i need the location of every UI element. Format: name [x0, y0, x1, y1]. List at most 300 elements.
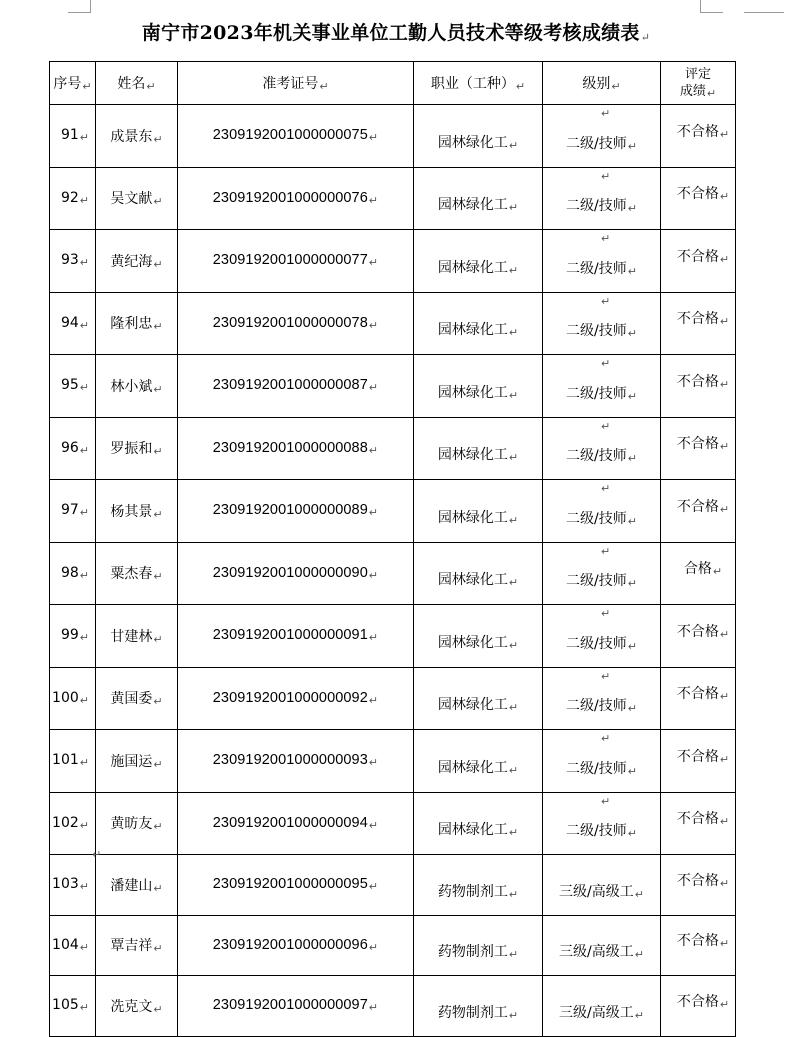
paragraph-mark: ↵ — [146, 80, 156, 93]
paragraph-mark: ↵ — [508, 701, 519, 715]
paragraph-mark: ↵ — [508, 826, 519, 840]
paragraph-mark: ↵ — [508, 887, 519, 901]
cell-name — [96, 605, 178, 668]
row-exam-id: 2309192001000000091 — [212, 627, 368, 644]
paragraph-mark: ↵ — [368, 881, 379, 894]
paragraph-mark: ↵ — [368, 819, 379, 832]
paragraph-mark: ↵ — [640, 31, 651, 44]
paragraph-mark: ↵ — [627, 702, 637, 716]
cell-job — [414, 292, 543, 355]
cell-exam-id — [178, 292, 414, 355]
row-result: 不合格 — [676, 311, 719, 328]
cell-no — [50, 292, 96, 355]
margin-corner-left — [68, 0, 91, 13]
header-exam-id-label: 准考证号 — [262, 76, 319, 92]
paragraph-mark: ↵ — [508, 326, 519, 340]
row-level: 二级/技师 — [566, 323, 627, 340]
row-no: 97 — [60, 502, 79, 519]
cell-job — [414, 417, 543, 480]
table-row — [50, 292, 736, 355]
cell-no — [50, 355, 96, 418]
cell-exam-id — [178, 855, 414, 916]
row-job: 药物制剂工 — [437, 883, 508, 900]
cell-result — [661, 292, 736, 355]
paragraph-mark: ↵ — [601, 357, 611, 370]
paragraph-mark: ↵ — [79, 443, 89, 457]
row-name: 黄国委 — [110, 691, 153, 708]
paragraph-mark: ↵ — [719, 752, 730, 766]
row-level: 二级/技师 — [566, 135, 627, 152]
row-no: 100 — [52, 689, 79, 706]
row-level: 二级/技师 — [566, 635, 627, 652]
paragraph-mark: ↵ — [627, 389, 637, 403]
row-result: 不合格 — [676, 623, 719, 640]
row-job: 园林绿化工 — [437, 759, 508, 776]
row-job: 园林绿化工 — [437, 384, 508, 401]
paragraph-mark: ↵ — [368, 941, 379, 954]
paragraph-mark: ↵ — [719, 876, 730, 890]
cell-name — [96, 355, 178, 418]
paragraph-mark: ↵ — [601, 794, 611, 808]
cell-level — [543, 417, 661, 480]
row-no: 102 — [52, 814, 79, 831]
cell-no — [50, 542, 96, 605]
paragraph-mark: ↵ — [627, 264, 637, 278]
cell-exam-id — [178, 667, 414, 730]
paragraph-mark: ↵ — [601, 232, 611, 245]
cell-level — [543, 976, 661, 1037]
title-text: 南宁市2023年机关事业单位工勤人员技术等级考核成绩表 — [141, 22, 640, 44]
table-row — [50, 792, 736, 855]
cell-job — [414, 605, 543, 668]
row-job: 园林绿化工 — [437, 634, 508, 651]
cell-no — [50, 605, 96, 668]
paragraph-mark: ↵ — [368, 1002, 379, 1015]
cell-level — [543, 667, 661, 730]
row-job: 药物制剂工 — [437, 944, 508, 961]
paragraph-mark: ↵ — [508, 763, 519, 777]
table-row — [50, 915, 736, 976]
paragraph-mark: ↵ — [368, 569, 379, 582]
row-result: 不合格 — [676, 933, 719, 950]
header-no-label: 序号 — [53, 76, 82, 92]
row-level: 三级/高级工 — [559, 1004, 634, 1021]
table-row — [50, 105, 736, 168]
cell-level — [543, 292, 661, 355]
paragraph-mark: ↵ — [79, 756, 89, 770]
cell-no — [50, 667, 96, 730]
cell-result — [661, 730, 736, 793]
cell-exam-id — [178, 792, 414, 855]
paragraph-mark: ↵ — [515, 80, 526, 93]
row-result: 不合格 — [676, 993, 719, 1010]
row-job: 园林绿化工 — [437, 509, 508, 526]
cell-level — [543, 230, 661, 293]
scores-table — [49, 61, 736, 1037]
cell-result — [661, 542, 736, 605]
paragraph-mark: ↵ — [82, 80, 92, 93]
paragraph-mark: ↵ — [79, 506, 89, 520]
row-result: 不合格 — [676, 748, 719, 765]
paragraph-mark: ↵ — [508, 388, 519, 402]
table-row — [50, 230, 736, 293]
paragraph-mark: ↵ — [153, 570, 163, 584]
row-no: 103 — [52, 876, 79, 893]
paragraph-mark: ↵ — [368, 507, 379, 520]
cell-no — [50, 417, 96, 480]
row-name: 甘建林 — [110, 628, 153, 645]
cell-job — [414, 355, 543, 418]
paragraph-mark: ↵ — [79, 318, 89, 332]
cell-job — [414, 480, 543, 543]
table-body — [50, 105, 736, 1037]
row-exam-id: 2309192001000000094 — [212, 814, 368, 831]
row-name: 隆利忠 — [110, 316, 153, 333]
row-job: 园林绿化工 — [437, 322, 508, 339]
row-result: 不合格 — [676, 373, 719, 390]
paragraph-mark: ↵ — [601, 544, 611, 558]
cell-job — [414, 167, 543, 230]
row-result: 不合格 — [676, 436, 719, 453]
header-level-label: 级别 — [582, 76, 611, 92]
header-exam-id — [178, 62, 414, 105]
cell-job — [414, 855, 543, 916]
paragraph-mark: ↵ — [79, 568, 89, 582]
paragraph-mark: ↵ — [719, 377, 730, 391]
header-result-line2-text: 成绩 — [679, 84, 706, 99]
row-level: 二级/技师 — [566, 823, 627, 840]
row-exam-id: 2309192001000000087 — [212, 377, 368, 394]
row-exam-id: 2309192001000000092 — [212, 689, 368, 706]
paragraph-mark: ↵ — [79, 381, 89, 395]
row-exam-id: 2309192001000000075 — [212, 127, 368, 144]
paragraph-mark: ↵ — [79, 818, 89, 832]
row-job: 园林绿化工 — [437, 259, 508, 276]
paragraph-mark: ↵ — [153, 1002, 163, 1016]
paragraph-mark: ↵ — [368, 257, 379, 270]
paragraph-mark: ↵ — [719, 190, 730, 204]
paragraph-mark: ↵ — [634, 887, 644, 901]
cell-name — [96, 976, 178, 1037]
row-exam-id: 2309192001000000093 — [212, 752, 368, 769]
end-paragraph-mark: ↵ — [92, 848, 102, 861]
cell-result — [661, 855, 736, 916]
paragraph-mark: ↵ — [79, 1001, 89, 1015]
header-level — [543, 62, 661, 105]
paragraph-mark: ↵ — [508, 263, 519, 277]
cell-level — [543, 855, 661, 916]
cell-result — [661, 417, 736, 480]
paragraph-mark: ↵ — [368, 694, 379, 707]
row-level: 二级/技师 — [566, 573, 627, 590]
row-name: 黄纪海 — [110, 253, 153, 270]
row-level: 二级/技师 — [566, 198, 627, 215]
row-no: 98 — [60, 564, 79, 581]
row-result: 不合格 — [676, 686, 719, 703]
document-title — [0, 18, 792, 45]
cell-result — [661, 230, 736, 293]
paragraph-mark: ↵ — [627, 577, 637, 591]
paragraph-mark: ↵ — [153, 507, 163, 521]
cell-name — [96, 915, 178, 976]
paragraph-mark: ↵ — [153, 881, 163, 895]
cell-exam-id — [178, 605, 414, 668]
cell-name — [96, 792, 178, 855]
paragraph-mark: ↵ — [601, 419, 611, 433]
cell-no — [50, 230, 96, 293]
cell-job — [414, 730, 543, 793]
row-name: 林小斌 — [110, 378, 153, 395]
cell-no — [50, 105, 96, 168]
cell-result — [661, 167, 736, 230]
cell-name — [96, 292, 178, 355]
paragraph-mark: ↵ — [719, 627, 730, 641]
row-name: 潘建山 — [110, 877, 153, 894]
row-no: 105 — [52, 997, 79, 1014]
cell-exam-id — [178, 355, 414, 418]
paragraph-mark: ↵ — [601, 294, 611, 308]
cell-name — [96, 480, 178, 543]
row-job: 园林绿化工 — [437, 572, 508, 589]
cell-name — [96, 730, 178, 793]
paragraph-mark: ↵ — [627, 139, 637, 153]
row-name: 吴文献 — [110, 191, 153, 208]
paragraph-mark: ↵ — [319, 80, 329, 93]
cell-level — [543, 605, 661, 668]
row-job: 园林绿化工 — [437, 822, 508, 839]
paragraph-mark: ↵ — [508, 138, 519, 152]
row-level: 二级/技师 — [566, 260, 627, 277]
paragraph-mark: ↵ — [79, 631, 89, 645]
row-name: 冼克文 — [110, 998, 153, 1015]
paragraph-mark: ↵ — [627, 452, 637, 466]
row-no: 93 — [60, 252, 79, 269]
paragraph-mark: ↵ — [719, 127, 730, 141]
row-exam-id: 2309192001000000077 — [212, 252, 368, 269]
table-header-row — [50, 62, 736, 105]
row-exam-id: 2309192001000000076 — [212, 189, 368, 206]
paragraph-mark: ↵ — [153, 820, 163, 834]
row-no: 96 — [60, 439, 79, 456]
margin-corner-right — [700, 0, 723, 13]
table-row — [50, 667, 736, 730]
paragraph-mark: ↵ — [153, 320, 163, 334]
cell-level — [543, 730, 661, 793]
paragraph-mark: ↵ — [508, 948, 519, 962]
paragraph-mark: ↵ — [368, 319, 379, 332]
cell-exam-id — [178, 105, 414, 168]
cell-result — [661, 480, 736, 543]
paragraph-mark: ↵ — [611, 80, 621, 93]
paragraph-mark: ↵ — [601, 669, 611, 683]
row-no: 95 — [60, 377, 79, 394]
cell-exam-id — [178, 417, 414, 480]
row-job: 园林绿化工 — [437, 697, 508, 714]
row-level: 二级/技师 — [566, 385, 627, 402]
row-name: 黄昉友 — [110, 816, 153, 833]
header-name — [96, 62, 178, 105]
cell-no — [50, 976, 96, 1037]
cell-level — [543, 480, 661, 543]
paragraph-mark: ↵ — [508, 513, 519, 527]
row-name: 施国运 — [110, 753, 153, 770]
header-name-label: 姓名 — [117, 76, 146, 92]
cell-name — [96, 855, 178, 916]
paragraph-mark: ↵ — [79, 940, 89, 954]
row-job: 园林绿化工 — [437, 197, 508, 214]
cell-name — [96, 667, 178, 730]
row-result: 不合格 — [676, 872, 719, 889]
cell-exam-id — [178, 976, 414, 1037]
paragraph-mark: ↵ — [368, 194, 379, 207]
row-level: 三级/高级工 — [559, 944, 634, 961]
paragraph-mark: ↵ — [79, 256, 89, 270]
paragraph-mark: ↵ — [719, 440, 730, 454]
paragraph-mark: ↵ — [719, 252, 730, 266]
row-name: 成景东 — [110, 128, 153, 145]
paragraph-mark: ↵ — [508, 451, 519, 465]
header-result-line2 — [661, 83, 735, 102]
paragraph-mark: ↵ — [719, 690, 730, 704]
paragraph-mark: ↵ — [153, 445, 163, 459]
paragraph-mark: ↵ — [627, 514, 637, 528]
paragraph-mark: ↵ — [627, 827, 637, 841]
paragraph-mark: ↵ — [153, 695, 163, 709]
cell-name — [96, 105, 178, 168]
cell-exam-id — [178, 730, 414, 793]
cell-no — [50, 167, 96, 230]
header-job-label: 职业（工种） — [430, 76, 515, 92]
cell-level — [543, 542, 661, 605]
cell-exam-id — [178, 167, 414, 230]
cell-name — [96, 230, 178, 293]
cell-result — [661, 605, 736, 668]
cell-no — [50, 480, 96, 543]
row-level: 二级/技师 — [566, 448, 627, 465]
paragraph-mark: ↵ — [368, 132, 379, 145]
header-result — [661, 62, 736, 105]
paragraph-mark: ↵ — [368, 444, 379, 457]
row-result: 不合格 — [676, 248, 719, 265]
cell-exam-id — [178, 915, 414, 976]
paragraph-mark: ↵ — [627, 202, 637, 216]
cell-result — [661, 976, 736, 1037]
cell-result — [661, 105, 736, 168]
row-no: 99 — [60, 627, 79, 644]
table-row — [50, 605, 736, 668]
cell-job — [414, 542, 543, 605]
table-row — [50, 417, 736, 480]
paragraph-mark: ↵ — [601, 732, 611, 745]
cell-job — [414, 792, 543, 855]
row-name: 罗振和 — [110, 441, 153, 458]
row-job: 药物制剂工 — [437, 1004, 508, 1021]
cell-no — [50, 792, 96, 855]
paragraph-mark: ↵ — [368, 757, 379, 770]
row-name: 粟杰春 — [110, 566, 153, 583]
paragraph-mark: ↵ — [153, 757, 163, 771]
row-result: 合格 — [683, 561, 712, 578]
cell-name — [96, 167, 178, 230]
paragraph-mark: ↵ — [719, 502, 730, 516]
row-exam-id: 2309192001000000095 — [212, 876, 368, 893]
cell-job — [414, 915, 543, 976]
cell-result — [661, 667, 736, 730]
table-row — [50, 730, 736, 793]
paragraph-mark: ↵ — [79, 193, 89, 207]
paragraph-mark: ↵ — [634, 948, 644, 962]
cell-no — [50, 730, 96, 793]
row-job: 园林绿化工 — [437, 134, 508, 151]
cell-level — [543, 355, 661, 418]
paragraph-mark: ↵ — [719, 815, 730, 829]
paragraph-mark: ↵ — [719, 315, 730, 329]
paragraph-mark: ↵ — [712, 565, 723, 579]
row-level: 三级/高级工 — [559, 883, 634, 900]
cell-no — [50, 855, 96, 916]
cell-result — [661, 792, 736, 855]
paragraph-mark: ↵ — [153, 942, 163, 956]
row-level: 二级/技师 — [566, 510, 627, 527]
paragraph-mark: ↵ — [719, 937, 730, 951]
row-level: 二级/技师 — [566, 760, 627, 777]
paragraph-mark: ↵ — [153, 195, 163, 209]
paragraph-mark: ↵ — [508, 576, 519, 590]
row-no: 94 — [60, 314, 79, 331]
paragraph-mark: ↵ — [368, 632, 379, 645]
cell-exam-id — [178, 480, 414, 543]
paragraph-mark: ↵ — [601, 607, 611, 620]
paragraph-mark: ↵ — [627, 764, 637, 778]
row-no: 101 — [52, 752, 79, 769]
cell-job — [414, 667, 543, 730]
cell-result — [661, 915, 736, 976]
cell-job — [414, 976, 543, 1037]
table-row — [50, 542, 736, 605]
cell-job — [414, 230, 543, 293]
paragraph-mark: ↵ — [79, 693, 89, 707]
paragraph-mark: ↵ — [627, 327, 637, 341]
paragraph-mark: ↵ — [153, 382, 163, 396]
row-exam-id: 2309192001000000096 — [212, 936, 368, 953]
paragraph-mark: ↵ — [79, 131, 89, 145]
cell-exam-id — [178, 230, 414, 293]
row-level: 二级/技师 — [566, 698, 627, 715]
paragraph-mark: ↵ — [508, 1008, 519, 1022]
margin-corner-right-edge — [744, 0, 784, 13]
cell-job — [414, 105, 543, 168]
cell-name — [96, 542, 178, 605]
header-no — [50, 62, 96, 105]
paragraph-mark: ↵ — [153, 632, 163, 646]
paragraph-mark: ↵ — [153, 257, 163, 271]
header-job — [414, 62, 543, 105]
row-no: 104 — [52, 936, 79, 953]
paragraph-mark: ↵ — [634, 1008, 644, 1022]
row-job: 园林绿化工 — [437, 447, 508, 464]
row-exam-id: 2309192001000000088 — [212, 439, 368, 456]
cell-level — [543, 792, 661, 855]
cell-level — [543, 915, 661, 976]
table-row — [50, 480, 736, 543]
cell-exam-id — [178, 542, 414, 605]
paragraph-mark: ↵ — [601, 169, 611, 183]
header-result-line1: 评定 — [684, 67, 711, 82]
row-result: 不合格 — [676, 186, 719, 203]
row-exam-id: 2309192001000000089 — [212, 502, 368, 519]
row-name: 覃吉祥 — [110, 938, 153, 955]
cell-name — [96, 417, 178, 480]
